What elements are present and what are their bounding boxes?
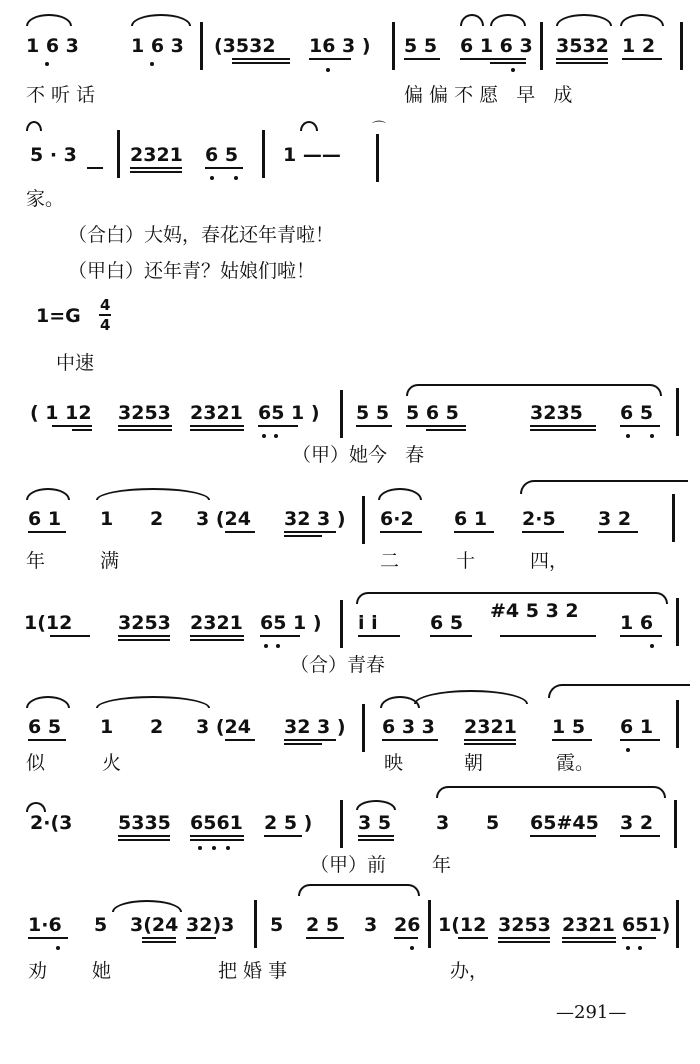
underline [562,941,616,943]
bar-line [676,900,679,948]
low-octave-dot [650,644,654,648]
underline [118,639,170,641]
underline [530,835,596,837]
underline [620,425,660,427]
underline [309,58,351,60]
underline [260,635,300,637]
underline [225,739,255,741]
lyric-text: 劝 [28,960,48,982]
underline [190,425,244,427]
low-octave-dot [45,62,49,66]
underline [284,743,322,745]
slur-mark [26,488,70,500]
key-signature: 1=G [36,305,81,327]
final-bar-line [376,134,379,182]
note-group: 1(12 [24,612,73,634]
underline [454,531,494,533]
note-group: 5 [94,914,108,936]
slur-mark [112,900,182,912]
lyric-text: 十 [456,550,476,572]
underline [306,937,344,939]
lyric-text: 办， [450,960,489,982]
note-group: 1 2 [622,35,656,57]
underline [50,635,90,637]
underline [358,635,400,637]
low-octave-dot [410,946,414,950]
tempo-marking: 中速 [56,352,95,374]
bar-line [362,704,365,752]
slur-mark [378,488,422,500]
low-octave-dot [262,434,266,438]
underline [87,167,103,169]
time-signature-top: 4 [100,296,111,314]
slur-mark [436,786,666,798]
note-group: 3532 [556,35,609,57]
underline [28,531,66,533]
underline [382,739,438,741]
slur-mark [96,696,210,708]
slur-mark [548,684,690,698]
underline [356,425,392,427]
low-octave-dot [234,176,238,180]
low-octave-dot [650,434,654,438]
underline [394,937,418,939]
underline [620,635,662,637]
underline [118,429,172,431]
note-group: 5 5 [404,35,438,57]
lyric-text: （甲）她今 春 [292,444,425,466]
underline [620,835,660,837]
slur-mark [26,696,70,708]
slur-mark [460,14,484,26]
underline [190,635,244,637]
note-group: #4 5 3 2 [490,600,579,622]
note-group: 1 6 3 [26,35,79,57]
note-group: 6·2 [380,508,414,530]
slur-mark [298,884,420,896]
spoken-line: （合白）大妈，春花还年青啦！ [68,224,335,246]
lyric-text: 年 [432,854,452,876]
slur-mark [414,690,528,704]
underline [500,635,596,637]
lyric-text: 映 [384,752,404,774]
underline [232,62,290,64]
page-number: —291— [556,1002,627,1023]
note-group: 2 [150,716,164,738]
low-octave-dot [626,946,630,950]
note-group: 1 [100,508,114,530]
note-group: 65 1 ) [258,402,320,424]
slur-mark [131,14,191,26]
note-group: 3 5 [358,812,392,834]
underline [460,58,526,60]
underline [406,425,466,427]
low-octave-dot [264,644,268,648]
underline [118,839,170,841]
note-group: 1 —— [283,144,341,166]
underline [130,167,182,169]
underline [118,425,172,427]
lyric-text: 家。 [26,188,65,210]
underline [530,429,596,431]
note-group: 2321 [464,716,517,738]
slur-mark [406,384,662,396]
note-group: 6 5 [28,716,62,738]
note-group: 2321 [130,144,183,166]
underline [186,937,216,939]
note-group: 32 3 ) [284,716,346,738]
underline [28,937,68,939]
underline [556,62,608,64]
underline [142,941,176,943]
note-group: 6 1 [28,508,62,530]
slur-mark [26,802,46,812]
lyric-text: 火 [102,752,122,774]
note-group: 65 1 ) [260,612,322,634]
underline [620,739,660,741]
underline [426,429,466,431]
slur-mark [356,800,396,810]
note-group: 6 5 [205,144,239,166]
note-group: 3 2 [620,812,654,834]
note-group: 2321 [190,612,243,634]
note-group: (3532 [214,35,276,57]
note-group: 3 [364,914,378,936]
bar-line [392,22,395,70]
note-group: 6 1 [620,716,654,738]
note-group: 3235 [530,402,583,424]
lyric-text: 年 [26,550,46,572]
note-group: 3 [436,812,450,834]
note-group: 5 5 [356,402,390,424]
note-group: 3(24 [130,914,179,936]
underline [358,839,394,841]
underline [118,635,170,637]
note-group: i i [358,612,378,634]
note-group: 1 6 [620,612,654,634]
underline [498,937,550,939]
note-group: 65#45 [530,812,599,834]
underline [598,531,638,533]
underline [284,739,336,741]
bar-line [340,600,343,648]
underline [490,62,526,64]
note-group: 5 · 3 [30,144,77,166]
note-group: 1 5 [552,716,586,738]
note-group: 6 1 6 3 [460,35,533,57]
low-octave-dot [326,68,330,72]
note-group: 6561 [190,812,243,834]
lyric-text: 不 听 话 [26,84,96,106]
underline [142,937,176,939]
note-group: 1 [100,716,114,738]
note-group: 1 6 3 [131,35,184,57]
underline [358,835,394,837]
low-octave-dot [226,846,230,850]
underline [622,58,662,60]
underline [430,635,472,637]
lyric-text: 霞。 [556,752,595,774]
underline [284,535,322,537]
underline [562,937,616,939]
note-group: 2 5 ) [264,812,313,834]
underline [284,531,336,533]
note-group: 3253 [498,914,551,936]
bar-line [200,22,203,70]
underline [264,835,302,837]
bar-line [254,900,257,948]
underline [190,639,244,641]
underline [225,531,255,533]
low-octave-dot [212,846,216,850]
underline [530,425,596,427]
note-group: 3253 [118,402,171,424]
low-octave-dot [56,946,60,950]
low-octave-dot [626,434,630,438]
slur-mark [556,14,612,26]
low-octave-dot [198,846,202,850]
slur-mark [620,14,664,26]
low-octave-dot [150,62,154,66]
underline [556,58,608,60]
underline [72,429,92,431]
note-group: 3253 [118,612,171,634]
note-group: 6 5 [430,612,464,634]
underline [205,167,243,169]
note-group: 651) [622,914,671,936]
bar-line [676,388,679,436]
lyric-text: 她 [92,960,112,982]
low-octave-dot [210,176,214,180]
lyric-text: 四， [530,550,569,572]
low-octave-dot [274,434,278,438]
bar-line [340,390,343,438]
note-group: 6 3 3 [382,716,435,738]
time-signature-bottom: 4 [100,316,111,334]
low-octave-dot [626,748,630,752]
note-group: 26 [394,914,421,936]
bar-line [428,900,431,948]
note-group: 2321 [562,914,615,936]
note-group: ( 1 12 [30,402,92,424]
underline [130,171,182,173]
bar-line [362,496,365,544]
note-group: 2321 [190,402,243,424]
note-group: 5335 [118,812,171,834]
underline [118,835,170,837]
note-group: 3 2 [598,508,632,530]
spoken-line: （甲白）还年青？姑娘们啦！ [68,260,316,282]
bar-line [680,22,683,70]
note-group: 1(12 [438,914,487,936]
underline [498,941,550,943]
lyric-text: 满 [100,550,120,572]
bar-line [340,800,343,848]
underline [552,739,592,741]
underline [404,58,440,60]
note-group: 5 6 5 [406,402,459,424]
underline [464,739,516,741]
underline [380,531,422,533]
slur-mark [300,121,318,131]
bar-line [262,130,265,178]
underline [622,937,656,939]
bar-line [676,598,679,646]
lyric-text: （甲）前 [310,854,387,876]
note-group: 6 1 [454,508,488,530]
underline [190,839,244,841]
note-group: 5 [270,914,284,936]
underline [232,58,290,60]
low-octave-dot [276,644,280,648]
lyric-text: 朝 [464,752,484,774]
note-group: 3 (24 [196,508,251,530]
note-group: 3 (24 [196,716,251,738]
note-group: 1·6 [28,914,62,936]
slur-mark [26,121,42,131]
underline [28,739,66,741]
note-group: 5 [486,812,500,834]
lyric-text: （合）青春 [290,654,386,676]
lyric-text: 似 [26,752,46,774]
slur-mark [26,14,72,26]
note-group: 2 5 [306,914,340,936]
low-octave-dot [511,68,515,72]
fermata-icon: ⌒ [372,121,386,137]
note-group: 32)3 [186,914,235,936]
low-octave-dot [638,946,642,950]
underline [190,835,244,837]
note-group: 32 3 ) [284,508,346,530]
bar-line [117,130,120,178]
bar-line [672,494,675,542]
bar-line [540,22,543,70]
lyric-text: 把 婚 事 [218,960,288,982]
note-group: 16 3 ) [309,35,371,57]
underline [458,937,488,939]
underline [190,429,244,431]
underline [52,425,92,427]
lyric-text: 二 [380,550,400,572]
underline [258,425,298,427]
slur-mark [96,488,210,500]
underline [464,743,516,745]
slur-mark [490,14,526,26]
slur-mark [520,480,688,494]
bar-line [676,700,679,748]
bar-line [674,800,677,848]
note-group: 2 [150,508,164,530]
note-group: 2·5 [522,508,556,530]
note-group: 6 5 [620,402,654,424]
underline [522,531,564,533]
lyric-text: 偏 偏 不 愿 早 成 [404,84,573,106]
note-group: 2·(3 [30,812,73,834]
